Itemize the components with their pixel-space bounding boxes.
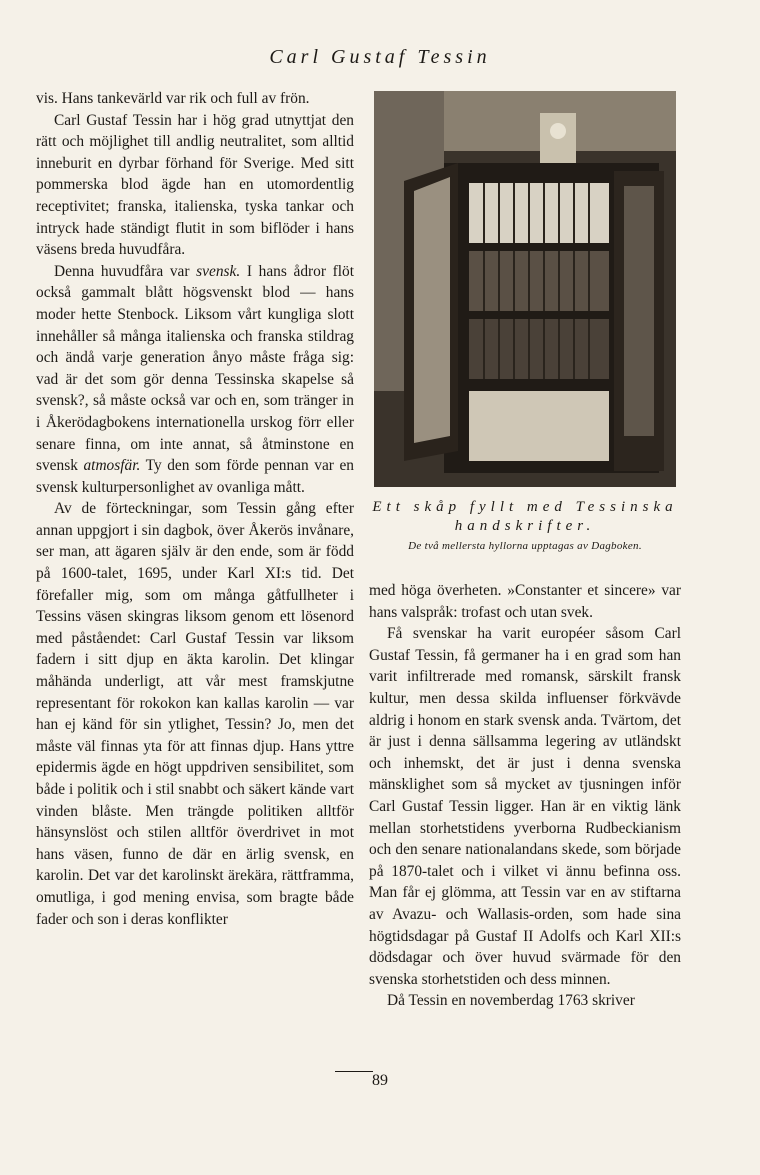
- emphasis: atmosfär.: [83, 457, 141, 475]
- paragraph: vis. Hans tankevärld var rik och full av frön.: [36, 90, 310, 107]
- running-head: Carl Gustaf Tessin: [269, 46, 491, 68]
- paragraph: Då Tessin en novemberdag 1763 skriver: [387, 992, 635, 1010]
- figure-caption-title: Ett skåp fyllt med Tessinska handskrifter.: [372, 499, 678, 534]
- paragraph: Av de förteckningar, som Tessin gång efter annan uppgjort i sin dagbok, över Åkerös invånare, ser man, att ägaren själv är den ende, som är född på 1600-talet, 1695, under Karl XI:s tid. Det förefaller mig, som om många gåtfullheter i Tessins väsen skingras liksom genom ett lösenord med påståendet: Carl Gustaf Tessin var liksom fadern i sitt djup en äkta karolin. Det klingar måhända underligt, att vår mest framskjutne representant för rokokon kan kallas karolin — var han ej känd för sin ytlighet, Tessin? Jo, men det måste väl finnas yta för att finnas djup. Hans yttre epidermis ägde en högt uppdriven sensibilitet, som både i politik och i stil snabbt och säkert kände vart vinden blåste. Men trängde politiken alltför hänsynslöst och stilen alltför överdrivet in mot hans väsen, funno de där en ärlig svensk, en karolin. Det var det karolinskt ärekära, rättframma, omutliga, i god mening envisa, som bragte både fader och son i deras konflikter: [36, 500, 354, 928]
- paragraph: med höga överheten. »Constanter et sincere» var hans valspråk: trofast och utan svek.: [369, 582, 681, 621]
- page-number: 89: [372, 1072, 388, 1089]
- bookcase-photograph: [374, 91, 676, 487]
- paragraph: Carl Gustaf Tessin har i hög grad utnyttjat den rätt och möjlighet till andlig neutralitet, som alltid inneburit en dyrbar förhand för Sverige. Med sitt pommerska blod ägde han en utomordentlig receptivitet; franska, italienska, tyska tankar och intryck hade ständigt flutit in som biflöder i hans väsens breda huvudfåra.: [36, 111, 354, 259]
- figure-caption-subtitle: De två mellersta hyllorna upptagas av Dagboken.: [408, 540, 642, 552]
- left-column: [36, 88, 354, 930]
- right-column: [369, 580, 681, 1012]
- paragraph: Få svenskar ha varit européer såsom Carl Gustaf Tessin, få germaner ha i en grad som han varit infiltrerade med romansk, särskilt fransk kultur, men dessa skilda influenser förkvävde aldrig i honom en stark svensk anda. Tvärtom, det är just i denna sällsamma legering av utländskt och inhemskt, det är just i denna svenska mänsklighet som så mycket av tjusningen inför Carl Gustaf Tessin ligger. Han är en viktig länk mellan storhetstidens yverborna Rudbeckianism och den senare nationalandans skede, som började på 1870-talet och i vilket vi ännu befinna oss. Man får ej glömma, att Tessin var en av stiftarna av Avazu- och Wallasis-orden, som hade sina högtidsdagar på Gustaf II Adolfs och Karl XII:s dödsdagar och över huvud svärmade för den svenska storhetstiden och dess minnen.: [369, 625, 681, 988]
- emphasis: svensk.: [196, 262, 241, 280]
- paragraph: Denna huvudfåra var svensk. I hans ådror flöt också gammalt blått högsvenskt blod — hans moder hette Stenbock. Liksom vårt kungliga slott innehåller så många italienska och franska stildrag och ändå varje generation ånyo måste fråga sig: vad är det som gör denna Tessinska skapelse så svensk?, så måste också var och en, som tränger in i Åkerödagbokens internationella urskog förr eller senare finna, om inte annat, så åtminstone en svensk atmosfär. Ty den som förde pennan var en svensk kulturpersonlighet av ovanliga mått.: [36, 262, 354, 496]
